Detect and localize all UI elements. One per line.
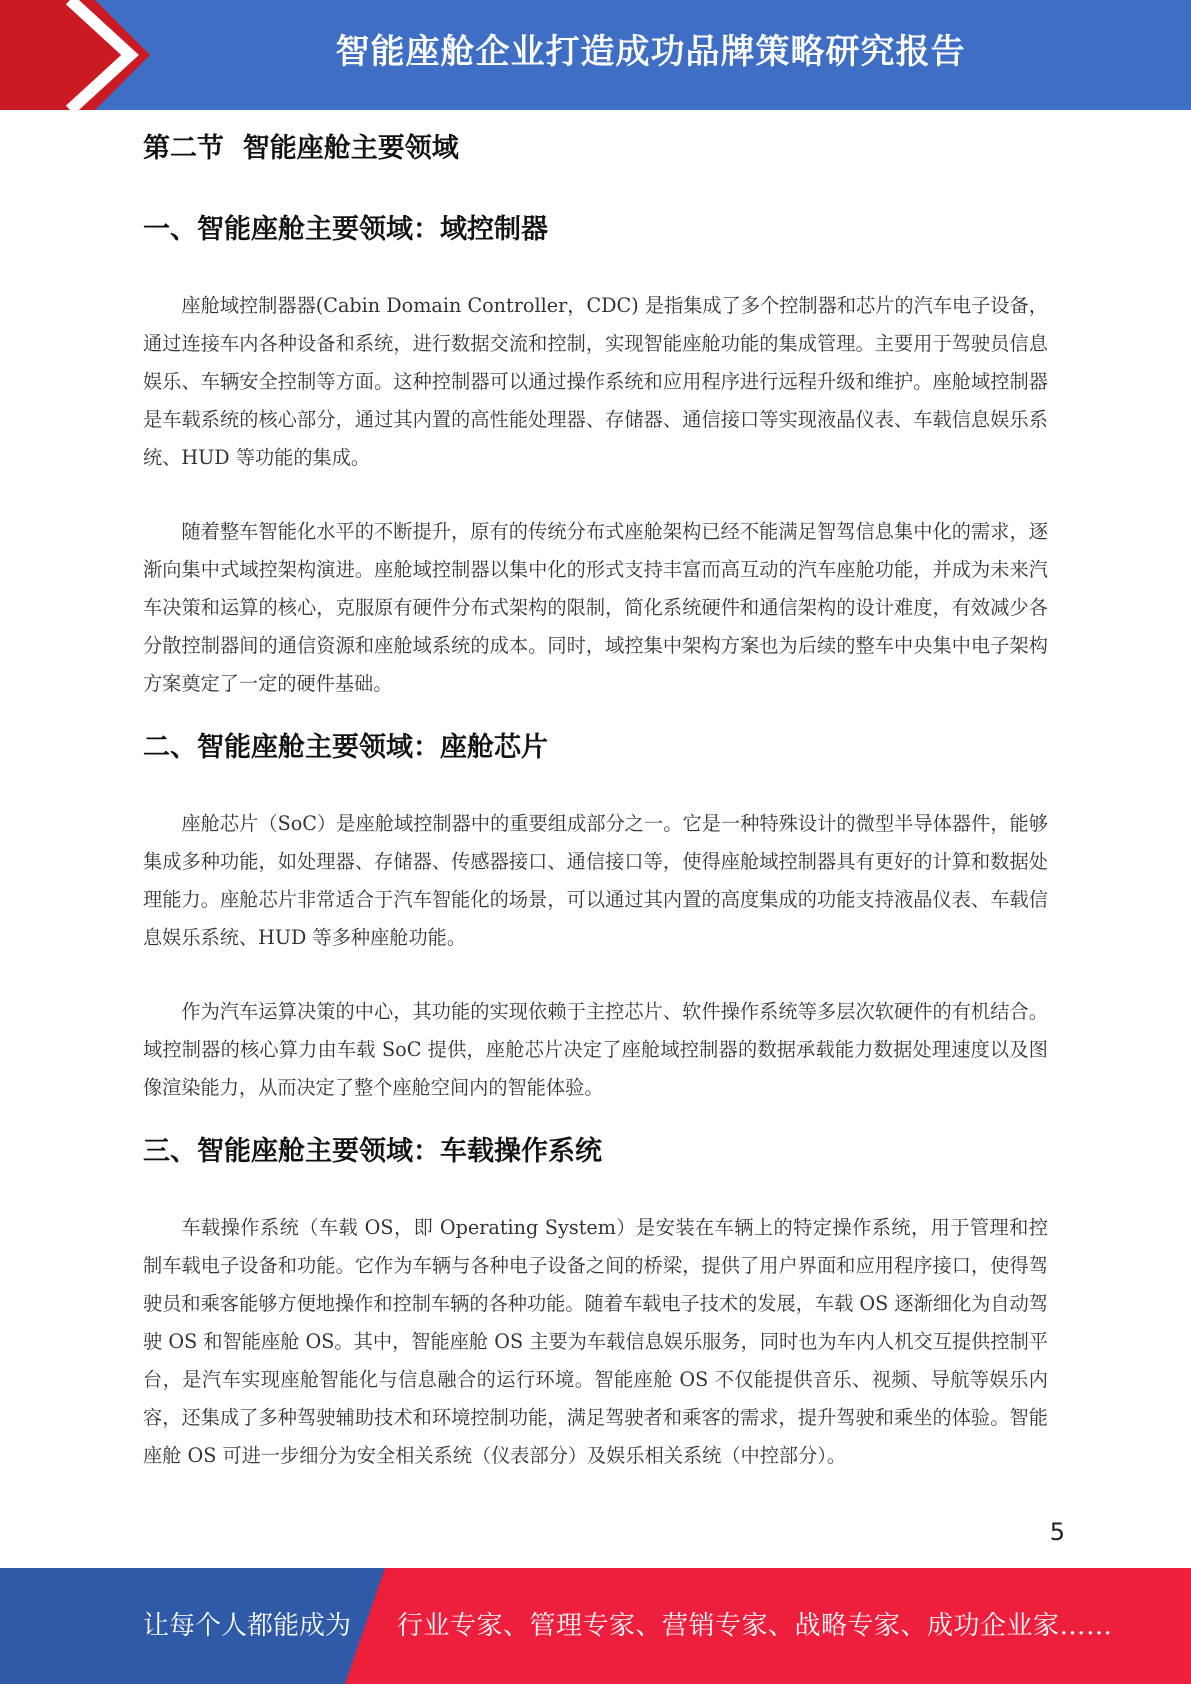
page-footer-band xyxy=(0,1568,1191,1684)
footer-slogan-right: 行业专家、管理专家、营销专家、战略专家、成功企业家…… xyxy=(397,1611,1113,1641)
page-content xyxy=(143,128,1048,1475)
section-title: 第二节 智能座舱主要领域 xyxy=(143,133,459,164)
paragraph: 随着整车智能化水平的不断提升，原有的传统分布式座舱架构已经不能满足智驾信息集中化的需求，逐渐向集中式域控架构演进。座舱域控制器以集中化的形式支持丰富而高互动的汽车座舱功能，并成为未来汽车决策和运算的核心，克服原有硬件分布式架构的限制，简化系统硬件和通信架构的设计难度，有效减少各分散控制器间的通信资源和座舱域系统的成本。同时，域控集中架构方案也为后续的整车中央集中电子架构方案奠定了一定的硬件基础。 xyxy=(143,520,1048,695)
heading-vehicle-os: 三、智能座舱主要领域：车载操作系统 xyxy=(143,1136,602,1167)
paragraph: 车载操作系统（车载 OS，即 Operating System）是安装在车辆上的特定操作系统，用于管理和控制车载电子设备和功能。它作为车辆与各种电子设备之间的桥梁，提供了用户界面和应用程序接口，使得驾驶员和乘客能够方便地操作和控制车辆的各种功能。随着车载电子技术的发展，车载 OS 逐渐细化为自动驾驶 OS 和智能座舱 OS。其中，智能座舱 OS 主要为车载信息娱乐服务，同时也为车内人机交互提供控制平台，是汽车实现座舱智能化与信息融合的运行环境。智能座舱 OS 不仅能提供音乐、视频、导航等娱乐内容，还集成了多种驾驶辅助技术和环境控制功能，满足驾驶者和乘客的需求，提升驾驶和乘坐的体验。智能座舱 OS 可进一步细分为安全相关系统（仪表部分）及娱乐相关系统（中控部分）。 xyxy=(143,1216,1048,1467)
page-number: 5 xyxy=(1049,1518,1065,1546)
report-title: 智能座舱企业打造成功品牌策略研究报告 xyxy=(335,32,966,72)
paragraph: 座舱域控制器器(Cabin Domain Controller，CDC) 是指集成了多个控制器和芯片的汽车电子设备，通过连接车内各种设备和系统，进行数据交流和控制，实现智能座舱功能的集成管理。主要用于驾驶员信息娱乐、车辆安全控制等方面。这种控制器可以通过操作系统和应用程序进行远程升级和维护。座舱域控制器是车载系统的核心部分，通过其内置的高性能处理器、存储器、通信接口等实现液晶仪表、车载信息娱乐系统、HUD 等功能的集成。 xyxy=(143,294,1048,469)
paragraph: 座舱芯片（SoC）是座舱域控制器中的重要组成部分之一。它是一种特殊设计的微型半导体器件，能够集成多种功能，如处理器、存储器、传感器接口、通信接口等，使得座舱域控制器具有更好的计算和数据处理能力。座舱芯片非常适合于汽车智能化的场景，可以通过其内置的高度集成的功能支持液晶仪表、车载信息娱乐系统、HUD 等多种座舱功能。 xyxy=(143,812,1048,949)
footer-slogan-left: 让每个人都能成为 xyxy=(143,1611,352,1641)
header-arrow-icon xyxy=(0,0,160,110)
page-header-band xyxy=(0,0,1191,110)
paragraph: 作为汽车运算决策的中心，其功能的实现依赖于主控芯片、软件操作系统等多层次软硬件的有机结合。域控制器的核心算力由车载 SoC 提供，座舱芯片决定了座舱域控制器的数据承载能力数据处理速度以及图像渲染能力，从而决定了整个座舱空间内的智能体验。 xyxy=(143,1000,1048,1099)
heading-domain-controller: 一、智能座舱主要领域：域控制器 xyxy=(143,214,548,245)
heading-cockpit-chip: 二、智能座舱主要领域：座舱芯片 xyxy=(143,732,548,763)
